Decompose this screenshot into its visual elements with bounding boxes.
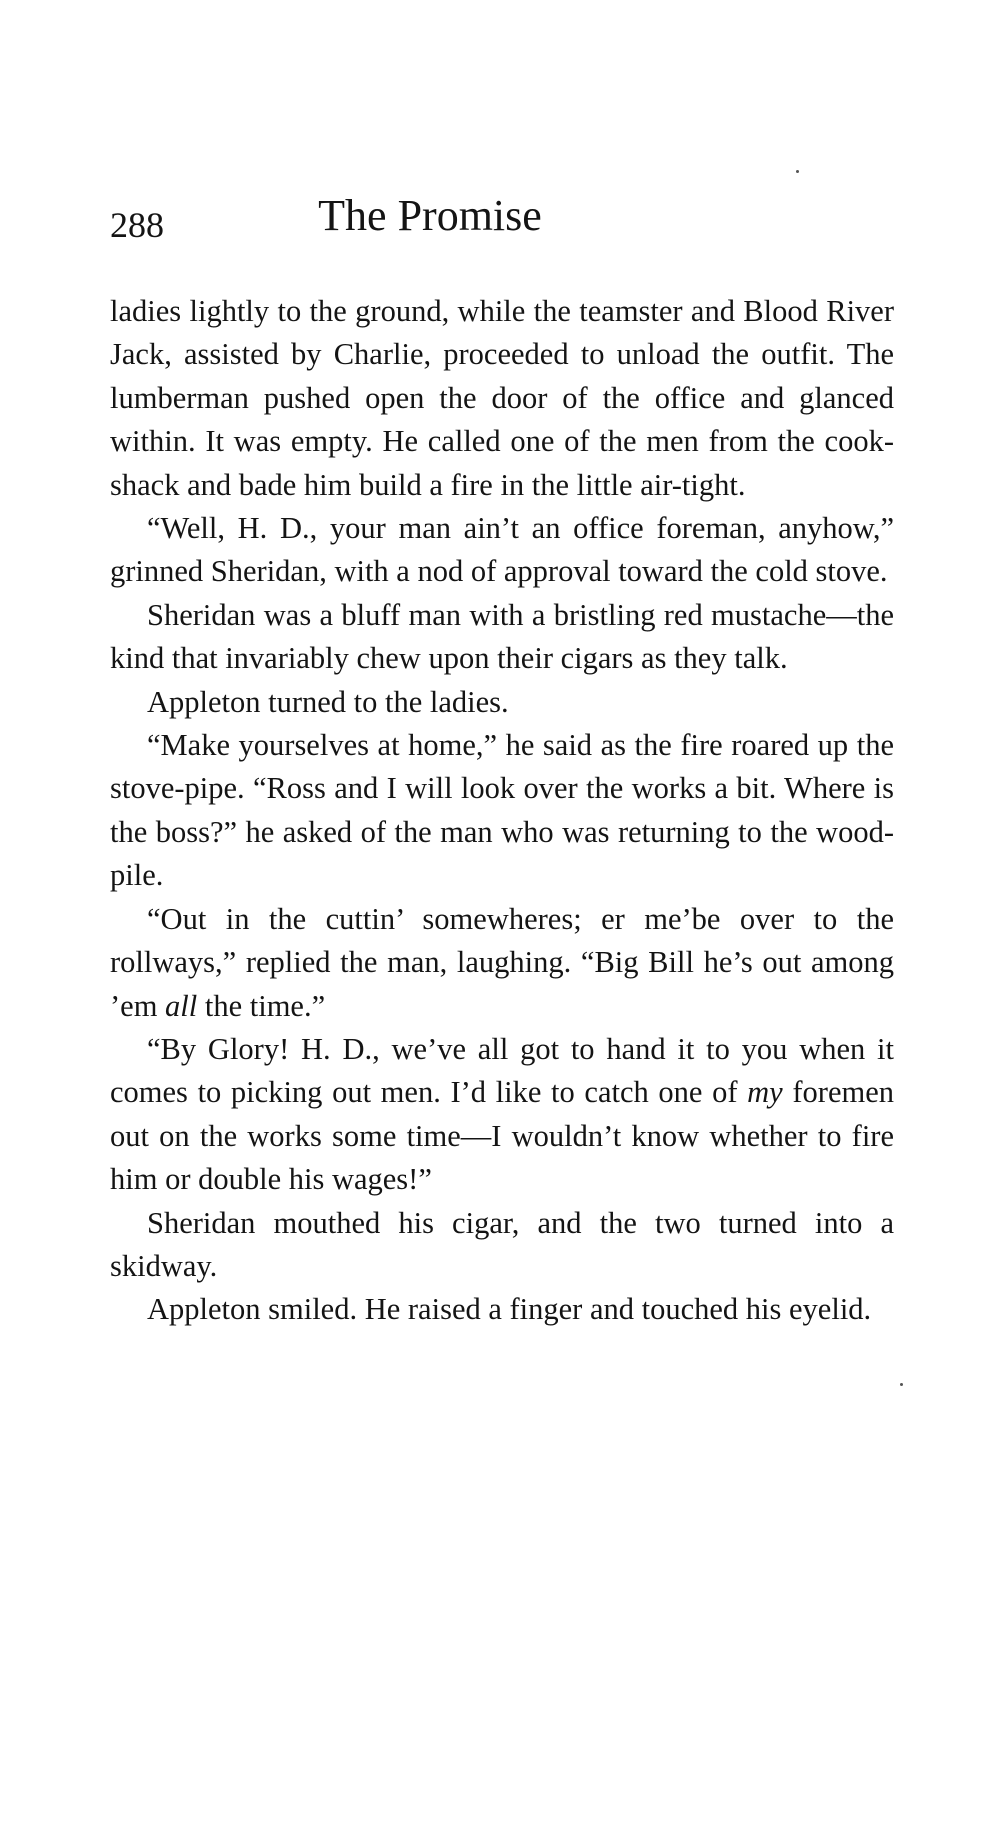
- emphasis: all: [165, 988, 198, 1023]
- paragraph: [110, 1028, 894, 1202]
- paragraph: Appleton turned to the ladies.: [147, 684, 509, 719]
- paragraph: “Well, H. D., your man ain’t an office foreman, anyhow,” grinned Sheridan, with a nod of approval toward the cold stove.: [110, 511, 894, 589]
- text-run: “By Glory! H. D., we’ve all got to hand it to you when it comes to picking out men. I’d like to catch one of: [110, 1031, 894, 1110]
- print-speck: [796, 170, 799, 173]
- body-text: [110, 290, 894, 1332]
- emphasis: my: [747, 1075, 783, 1110]
- paragraph: [110, 898, 894, 1028]
- text-run: the time.”: [197, 988, 326, 1023]
- paragraph: Appleton smiled. He raised a finger and touched his eyelid.: [147, 1292, 872, 1327]
- paragraph: Sheridan mouthed his cigar, and the two turned into a skidway.: [110, 1205, 894, 1283]
- paragraph: “Make yourselves at home,” he said as the fire roared up the stove-pipe. “Ross and I will look over the works a bit. Where is the boss?” he asked of the man who was returning to the wood-pile.: [110, 728, 894, 893]
- print-speck: [900, 1383, 903, 1386]
- text-run: “Out in the cuttin’ somewheres; er me’be over to the rollways,” replied the man, laughing. “Big Bill he’s out among ’em: [110, 901, 894, 1023]
- page-header: [110, 190, 900, 250]
- page-number: 288: [110, 205, 164, 245]
- paragraph: ladies lightly to the ground, while the teamster and Blood River Jack, assisted by Charlie, proceeded to unload the outfit. The lumberman pushed open the door of the office and glanced within. It was empty. He called one of the men from the cook-shack and bade him build a fire in the little air-tight.: [110, 294, 894, 502]
- paragraph: Sheridan was a bluff man with a bristling red mustache—the kind that invariably chew upon their cigars as they talk.: [110, 597, 894, 676]
- text-run: foremen out on the works some time—I wouldn’t know whether to fire him or double his wages!”: [110, 1075, 894, 1197]
- running-title: The Promise: [318, 191, 542, 240]
